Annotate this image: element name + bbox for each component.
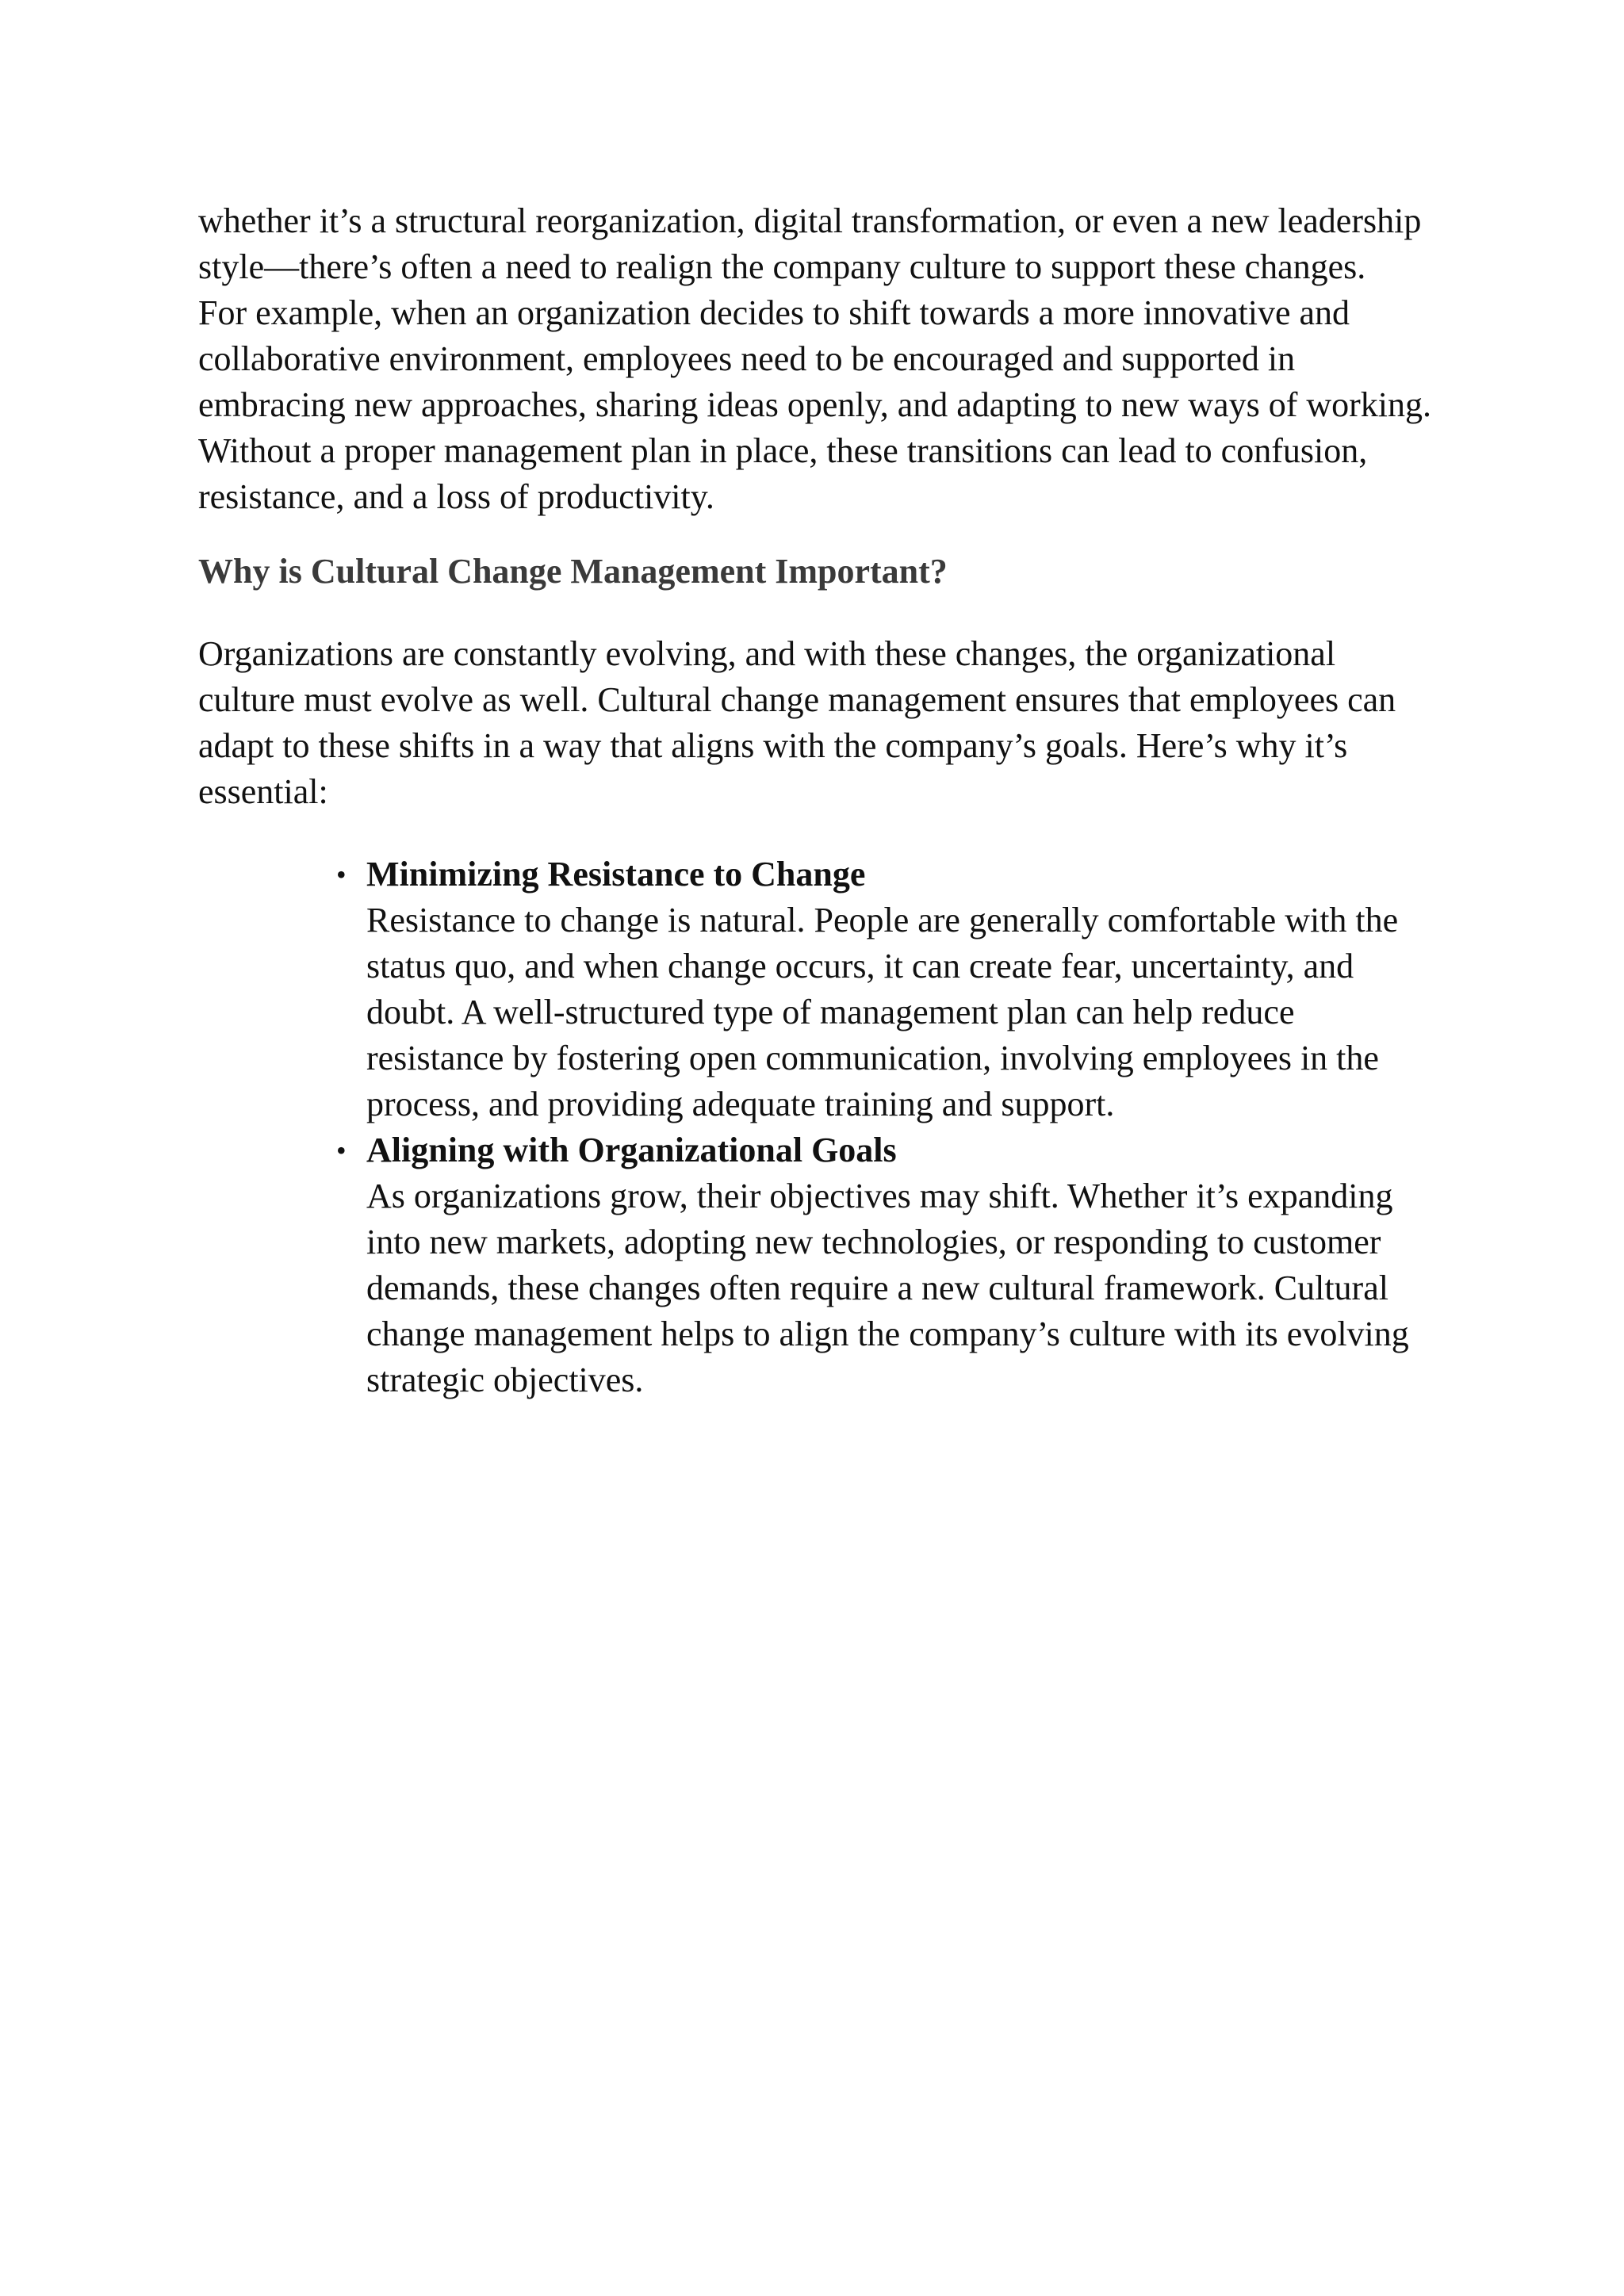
- example-paragraph: For example, when an organization decides to shift towards a more innovative and collaborative environment, employees need to be encouraged and supported in embracing new approaches, sharing ideas openly, and adapting to new ways of working. Without a proper management plan in place, these transitions can lead to confusion, resistance, and a loss of productivity.: [198, 293, 1432, 516]
- section-heading: Why is Cultural Change Management Important?: [198, 552, 948, 591]
- bullet-icon: •: [336, 1135, 347, 1166]
- section-intro-paragraph: Organizations are constantly evolving, and with these changes, the organizational culture must evolve as well. Cultural change management ensures that employees can adapt to these shifts in a way that aligns with the company’s goals. Here’s why it’s essential:: [198, 634, 1396, 811]
- bullet-body: Resistance to change is natural. People are generally comfortable with the status quo, and when change occurs, it can create fear, uncertainty, and doubt. A well-structured type of management plan can help reduce resistance by fostering open communication, involving employees in the process, and providing adequate training and support.: [366, 901, 1399, 1123]
- bullet-icon: •: [336, 859, 347, 890]
- bullet-title: Aligning with Organizational Goals: [366, 1131, 897, 1169]
- bullet-item-aligning-goals: [198, 1127, 1435, 1403]
- bullet-list: [198, 851, 1435, 1403]
- document-content: [198, 198, 1435, 1403]
- continued-paragraph: whether it’s a structural reorganization, digital transformation, or even a new leadership style—there’s often a need to realign the company culture to support these changes.: [198, 201, 1422, 286]
- bullet-title: Minimizing Resistance to Change: [366, 855, 866, 894]
- bullet-item-minimizing-resistance: [198, 851, 1435, 1127]
- bullet-body: As organizations grow, their objectives may shift. Whether it’s expanding into new markets, adopting new technologies, or responding to customer demands, these changes often require a new cultural framework. Cultural change management helps to align the company’s culture with its evolving strategic objectives.: [366, 1177, 1409, 1399]
